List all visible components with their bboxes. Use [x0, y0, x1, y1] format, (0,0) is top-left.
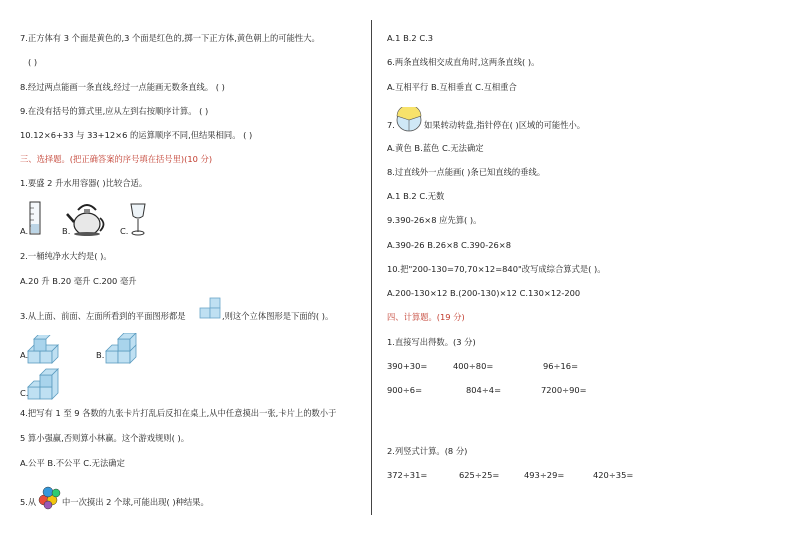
choice-q3-c-label: C.	[20, 388, 29, 398]
choice-q5-suffix: 中一次摸出 2 个球,可能出现( )种结果。	[62, 497, 209, 507]
choice-q4-line2: 5 算小强赢,否则算小林赢。这个游戏规则( )。	[20, 433, 190, 443]
calc-q1-item: 400÷80=	[453, 361, 494, 371]
choice-q3-a-label: A.	[20, 350, 29, 360]
choice-q5-prefix: 5.从	[20, 497, 37, 507]
choice-q2-options: A.20 升 B.20 毫升 C.200 毫升	[20, 276, 137, 286]
choice-q4-options: A.公平 B.不公平 C.无法确定	[20, 458, 125, 468]
kettle-icon	[66, 198, 108, 238]
section-3-heading: 三、选择题。(把正确答案的序号填在括号里)(10 分)	[20, 154, 213, 164]
calc-q1-item: 7200÷90=	[541, 385, 587, 395]
choice-q3-suffix: ,则这个立体图形是下面的( )。	[222, 311, 334, 321]
choice-q1: 1.要盛 2 升水用容器( )比较合适。	[20, 178, 148, 188]
choice-q8-options: A.1 B.2 C.无数	[387, 191, 445, 201]
measuring-cylinder-icon	[28, 200, 42, 236]
judge-q9: 9.在没有括号的算式里,应从左到右按顺序计算。 ( )	[20, 106, 209, 116]
cube-stack-a-icon	[26, 335, 70, 365]
calc-q1-item: 900÷6=	[387, 385, 423, 395]
calc-q2-item: 372÷31=	[387, 470, 428, 480]
choice-q10-options: A.200-130×12 B.(200-130)×12 C.130×12-200	[387, 288, 581, 298]
choice-q4-line1: 4.把写有 1 至 9 各数的九张卡片打乱后反扣在桌上,从中任意摸出一张,卡片上的数小于	[20, 408, 337, 418]
calc-q2-item: 420÷35=	[593, 470, 634, 480]
view-shape-icon	[198, 297, 222, 321]
calc-q1-item: 96÷16=	[543, 361, 579, 371]
calc-q2: 2.列竖式计算。(8 分)	[387, 446, 468, 456]
choice-q10: 10.把"200-130=70,70×12=840"改写成综合算式是( )。	[387, 264, 606, 274]
cube-stack-b-icon	[104, 333, 138, 365]
colored-balls-icon	[36, 484, 62, 510]
judge-q7: 7.正方体有 3 个面是黄色的,3 个面是红色的,掷一下正方体,黄色朝上的可能性大。	[20, 33, 320, 43]
choice-q6: 6.两条直线相交成直角时,这两条直线( )。	[387, 57, 540, 67]
judge-q10: 10.12×6+33 与 33+12×6 的运算顺序不同,但结果相同。 ( )	[20, 130, 253, 140]
wine-glass-icon	[128, 202, 148, 238]
choice-q2: 2.一桶纯净水大约是( )。	[20, 251, 112, 261]
choice-q3-b-label: B.	[96, 350, 105, 360]
choice-q7-suffix: 如果转动转盘,指针停在( )区域的可能性小。	[424, 120, 586, 130]
section-4-heading: 四、计算题。(19 分)	[387, 312, 465, 322]
calc-q1-item: 390+30=	[387, 361, 428, 371]
choice-q1-a-label: A.	[20, 226, 29, 236]
choice-q1-c-label: C.	[120, 226, 129, 236]
calc-q2-item: 493÷29=	[524, 470, 565, 480]
choice-q7-prefix: 7.	[387, 120, 395, 130]
choice-q9-options: A.390-26 B.26×8 C.390-26×8	[387, 240, 511, 250]
judge-q8: 8.经过两点能画一条直线,经过一点能画无数条直线。 ( )	[20, 82, 225, 92]
choice-q3-prefix: 3.从上面、前面、左面所看到的平面图形都是	[20, 311, 186, 321]
choice-q8: 8.过直线外一点能画( )条已知直线的垂线。	[387, 167, 546, 177]
spinner-icon	[395, 107, 423, 133]
calc-q2-item: 625÷25=	[459, 470, 500, 480]
choice-q1-b-label: B.	[62, 226, 71, 236]
judge-q7-answer[interactable]: ( )	[28, 57, 38, 67]
column-divider	[371, 20, 372, 515]
choice-q7-options: A.黄色 B.蓝色 C.无法确定	[387, 143, 484, 153]
choice-q9: 9.390-26×8 应先算( )。	[387, 215, 482, 225]
calc-q1-item: 804÷4=	[466, 385, 502, 395]
choice-q5-options: A.1 B.2 C.3	[387, 33, 434, 43]
calc-q1: 1.直接写出得数。(3 分)	[387, 337, 476, 347]
choice-q6-options: A.互相平行 B.互相垂直 C.互相重合	[387, 82, 517, 92]
cube-stack-c-icon	[26, 367, 64, 401]
